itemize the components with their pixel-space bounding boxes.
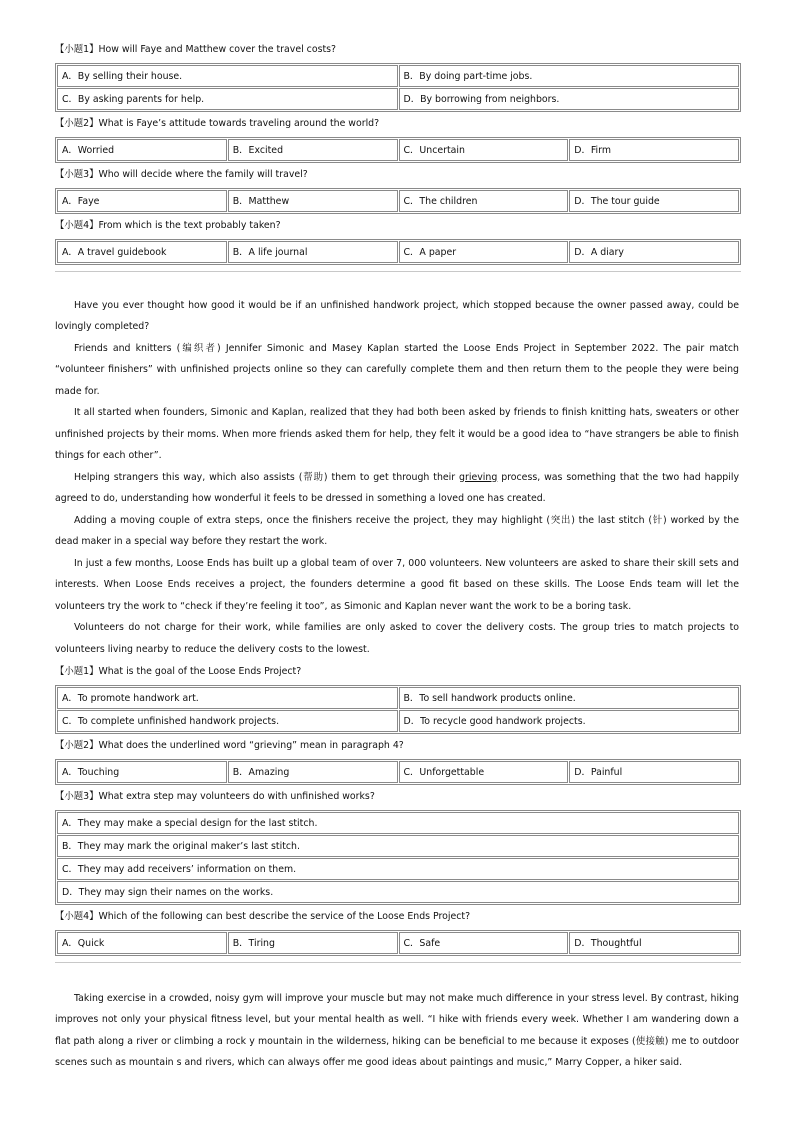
options-row <box>57 812 739 834</box>
option-a[interactable]: A．By selling their house. <box>57 65 398 87</box>
question-stem: 【小题2】What is Faye’s attitude towards traveling around the world? <box>55 118 380 129</box>
paragraph: Volunteers do not charge for their work, while families are only asked to cover the delivery costs. The group tries to match projects to volunteers living nearby to reduce the delivery costs to the lowest. <box>55 622 739 655</box>
paragraph-text: process, was something that the two had happily agreed to do, understanding how wonderful it feels to be dressed in something a loved one has created. <box>55 471 739 504</box>
paragraph: Have you ever thought how good it would be if an unfinished handwork project, which stopped because the owner passed away, could be lovingly completed? <box>55 299 739 332</box>
option-d[interactable]: D．They may sign their names on the works. <box>57 881 739 903</box>
options-row <box>57 241 739 263</box>
paragraph: Adding a moving couple of extra steps, once the finishers receive the project, they may highlight (突出) the last stitch (针) worked by the dead maker in a special way before they restart the work. <box>55 514 739 547</box>
options-row <box>57 835 739 857</box>
question-stem: 【小题4】From which is the text probably taken? <box>55 220 281 231</box>
paragraph-text: Helping strangers this way, which also assists (帮助) them to get through their <box>74 471 460 483</box>
option-b[interactable]: B．Tiring <box>228 932 398 954</box>
option-a[interactable]: A．Worried <box>57 139 227 161</box>
question-stem: 【小题4】Which of the following can best describe the service of the Loose Ends Project? <box>55 911 471 922</box>
options-row <box>57 190 739 212</box>
options-table <box>55 188 741 214</box>
option-d[interactable]: D．By borrowing from neighbors. <box>399 88 740 110</box>
option-a[interactable]: A．To promote handwork art. <box>57 687 398 709</box>
paragraph: It all started when founders, Simonic and Kaplan, realized that they had both been asked by friends to finish knitting hats, sweaters or other unfinished projects by their moms. When more friends asked them for help, they felt it would be a good idea to “have strangers be able to finish things for each other”. <box>55 407 739 461</box>
options-row <box>57 139 739 161</box>
options-table <box>55 137 741 163</box>
option-c[interactable]: C．To complete unfinished handwork projects. <box>57 710 398 732</box>
question-set-1 <box>55 38 741 265</box>
option-b[interactable]: B．A life journal <box>228 241 398 263</box>
option-b[interactable]: B．They may mark the original maker’s last stitch. <box>57 835 739 857</box>
option-d[interactable]: D．The tour guide <box>569 190 739 212</box>
section-divider <box>55 962 741 963</box>
option-b[interactable]: B．To sell handwork products online. <box>399 687 740 709</box>
options-table <box>55 930 741 956</box>
section-divider <box>55 271 741 272</box>
option-c[interactable]: C．Safe <box>399 932 569 954</box>
option-b[interactable]: B．Matthew <box>228 190 398 212</box>
options-table <box>55 63 741 112</box>
option-d[interactable]: D．To recycle good handwork projects. <box>399 710 740 732</box>
options-row <box>57 881 739 903</box>
option-c[interactable]: C．They may add receivers’ information on them. <box>57 858 739 880</box>
option-a[interactable]: A．Touching <box>57 761 227 783</box>
option-d[interactable]: D．Thoughtful <box>569 932 739 954</box>
options-table <box>55 759 741 785</box>
option-a[interactable]: A．A travel guidebook <box>57 241 227 263</box>
question-stem: 【小题3】Who will decide where the family will travel? <box>55 169 308 180</box>
paragraph: In just a few months, Loose Ends has built up a global team of over 7, 000 volunteers. New volunteers are asked to share their skill sets and interests. When Loose Ends receives a project, the founders determine a good fit based on these skills. The Loose Ends team will let the volunteers try the work to “check if they’re feeling it too”, as Simonic and Kaplan never want the work to be a boring task. <box>55 557 739 612</box>
option-d[interactable]: D．Firm <box>569 139 739 161</box>
option-a[interactable]: A．They may make a special design for the last stitch. <box>57 812 739 834</box>
options-row <box>57 858 739 880</box>
options-row <box>57 761 739 783</box>
reading-passage <box>55 988 741 1074</box>
option-b[interactable]: B．Amazing <box>228 761 398 783</box>
option-b[interactable]: B．By doing part-time jobs. <box>399 65 740 87</box>
question-stem: 【小题1】What is the goal of the Loose Ends Project? <box>55 666 302 677</box>
options-row <box>57 88 739 110</box>
option-c[interactable]: C．Uncertain <box>399 139 569 161</box>
paragraph: Taking exercise in a crowded, noisy gym will improve your muscle but may not make much difference in your stress level. By contrast, hiking improves not only your physical fitness level, but your mental health as well. “I hike with friends every week. Whether I am wandering down a flat path along a river or climbing a rock y mountain in the wilderness, hiking can be beneficial to me because it exposes (使接触) me to outdoor scenes such as mountain s and rivers, which can always offer me good ideas about paintings and music,” Marry Copper, a hiker said. <box>55 992 739 1068</box>
option-b[interactable]: B．Excited <box>228 139 398 161</box>
paragraph <box>55 467 741 510</box>
question-stem: 【小题2】What does the underlined word “grieving” mean in paragraph 4? <box>55 740 404 751</box>
options-row <box>57 65 739 87</box>
options-table <box>55 810 741 905</box>
option-d[interactable]: D．Painful <box>569 761 739 783</box>
option-a[interactable]: A．Faye <box>57 190 227 212</box>
underlined-word: grieving <box>459 471 498 483</box>
option-d[interactable]: D．A diary <box>569 241 739 263</box>
options-table <box>55 239 741 265</box>
option-a[interactable]: A．Quick <box>57 932 227 954</box>
option-c[interactable]: C．Unforgettable <box>399 761 569 783</box>
option-c[interactable]: C．By asking parents for help. <box>57 88 398 110</box>
reading-passage <box>55 295 741 661</box>
question-set-2 <box>55 660 741 956</box>
options-row <box>57 687 739 709</box>
option-c[interactable]: C．A paper <box>399 241 569 263</box>
worksheet-page <box>55 38 741 1074</box>
options-row <box>57 932 739 954</box>
option-c[interactable]: C．The children <box>399 190 569 212</box>
paragraph: Friends and knitters (编织者) Jennifer Simonic and Masey Kaplan started the Loose Ends Project in September 2022. The pair match “volunteer finishers” with unfinished projects online so they can carefully complete them and then return them to the people they were being made for. <box>55 342 739 397</box>
options-row <box>57 710 739 732</box>
question-stem: 【小题1】How will Faye and Matthew cover the travel costs? <box>55 44 336 55</box>
options-table <box>55 685 741 734</box>
question-stem: 【小题3】What extra step may volunteers do with unfinished works? <box>55 791 375 802</box>
